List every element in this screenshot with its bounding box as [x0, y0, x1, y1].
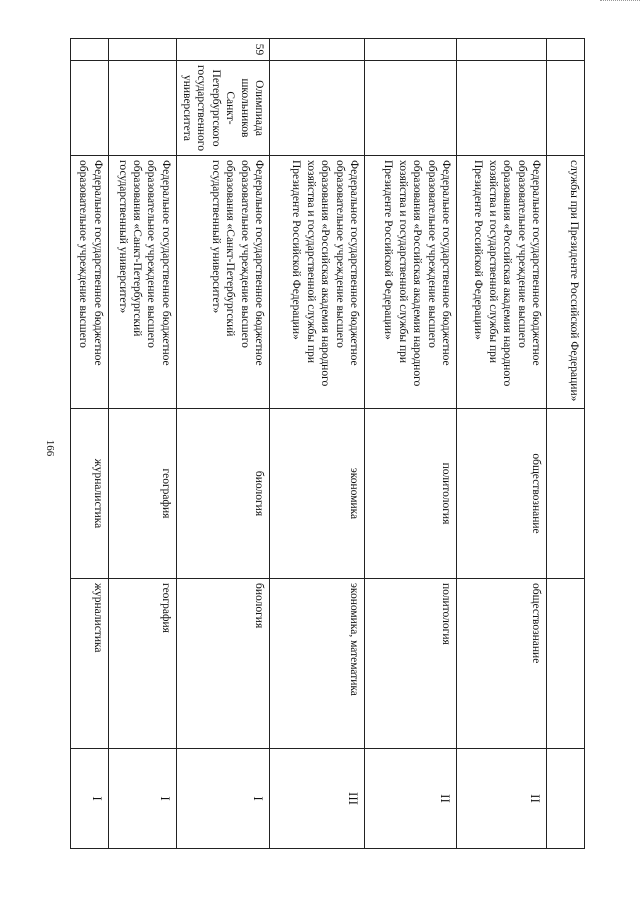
- olympiad-name-cell: [365, 61, 457, 156]
- organization-cell: Федеральное государственное бюджетное образовательное учреждение высшего образования «Российская академия народного хозяйства и государственной службы при Президенте Российской Федерации»: [365, 156, 457, 409]
- profile-cell: биология: [176, 409, 269, 579]
- table-row: [176, 39, 269, 849]
- profile-cell: экономика: [270, 409, 365, 579]
- row-number-cell: [365, 39, 457, 61]
- subjects-cell: политология: [365, 579, 457, 749]
- table-row: [70, 39, 108, 849]
- olympiad-table-wrapper: [70, 38, 585, 848]
- profile-cell: политология: [365, 409, 457, 579]
- scan-edge: [600, 0, 640, 5]
- profile-cell: обществознание: [457, 409, 547, 579]
- row-number-cell: [108, 39, 176, 61]
- level-cell: I: [108, 749, 176, 849]
- organization-cell: Федеральное государственное бюджетное образовательное учреждение высшего образования «Санкт-Петербургский государственный университет»: [108, 156, 176, 409]
- table-row: [108, 39, 176, 849]
- row-number-cell: [547, 39, 585, 61]
- level-cell: II: [365, 749, 457, 849]
- table-row: [457, 39, 547, 849]
- organization-cell: Федеральное государственное бюджетное образовательное учреждение высшего: [70, 156, 108, 409]
- olympiad-name-cell: [108, 61, 176, 156]
- subjects-cell: биология: [176, 579, 269, 749]
- subjects-cell: [547, 579, 585, 749]
- level-cell: I: [70, 749, 108, 849]
- organization-cell: Федеральное государственное бюджетное образовательное учреждение высшего образования «Российская академия народного хозяйства и государственной службы при Президенте Российской Федерации»: [457, 156, 547, 409]
- organization-cell: Федеральное государственное бюджетное образовательное учреждение высшего образования «Санкт-Петербургский государственный университет»: [176, 156, 269, 409]
- row-number-cell: [270, 39, 365, 61]
- subjects-cell: экономика, математика: [270, 579, 365, 749]
- row-number-cell: 59: [176, 39, 269, 61]
- olympiad-name-cell: Олимпиада школьников Санкт-Петербургского государственного университета: [176, 61, 269, 156]
- profile-cell: [547, 409, 585, 579]
- level-cell: [547, 749, 585, 849]
- table-row: [547, 39, 585, 849]
- subjects-cell: журналистика: [70, 579, 108, 749]
- table-row: [270, 39, 365, 849]
- olympiad-name-cell: [457, 61, 547, 156]
- organization-cell: службы при Президенте Российской Федерации»: [547, 156, 585, 409]
- level-cell: I: [176, 749, 269, 849]
- organization-cell: Федеральное государственное бюджетное образовательное учреждение высшего образования «Российская академия народного хозяйства и государственной службы при Президенте Российской Федерации»: [270, 156, 365, 409]
- subjects-cell: география: [108, 579, 176, 749]
- olympiad-name-cell: [70, 61, 108, 156]
- olympiad-table: [70, 38, 585, 849]
- row-number-cell: [457, 39, 547, 61]
- subjects-cell: обществознание: [457, 579, 547, 749]
- level-cell: III: [270, 749, 365, 849]
- profile-cell: журналистика: [70, 409, 108, 579]
- level-cell: II: [457, 749, 547, 849]
- olympiad-name-cell: [547, 61, 585, 156]
- table-row: [365, 39, 457, 849]
- profile-cell: география: [108, 409, 176, 579]
- row-number-cell: [70, 39, 108, 61]
- page-number: 166: [44, 439, 56, 457]
- olympiad-name-cell: [270, 61, 365, 156]
